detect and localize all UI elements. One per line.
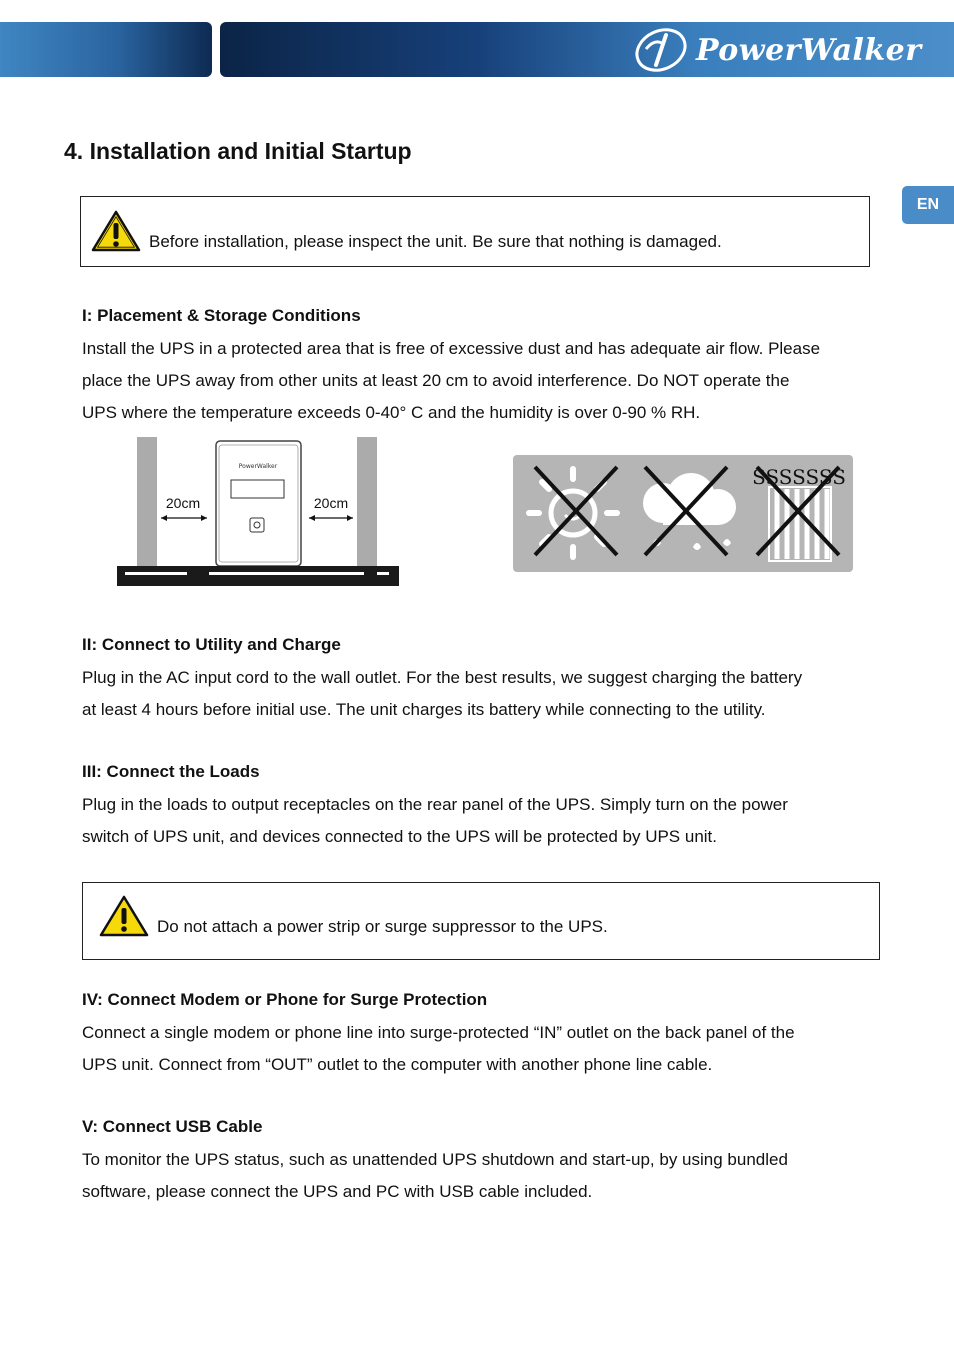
ups-power-button <box>250 518 264 532</box>
brand-logo <box>632 24 942 76</box>
ups-display <box>231 480 284 498</box>
section-body-placement <box>82 333 887 429</box>
section-body-loads <box>82 789 887 853</box>
paragraph-line: To monitor the UPS status, such as unattended UPS shutdown and start-up, by using bundled <box>82 1150 788 1169</box>
prohibited-conditions-figure <box>513 455 853 572</box>
section-body-usb <box>82 1144 887 1208</box>
right-clearance-label: 20cm <box>313 495 349 511</box>
powerwalker-logo-icon <box>632 27 690 73</box>
paragraph-line: Plug in the loads to output receptacles on the rear panel of the UPS. Simply turn on the power <box>82 795 788 814</box>
page-title: 4. Installation and Initial Startup <box>64 138 412 164</box>
section-heading-placement: I: Placement & Storage Conditions <box>82 306 361 325</box>
svg-text:SSSSSSS: SSSSSSS <box>752 465 846 489</box>
paragraph-line: Connect a single modem or phone line into surge-protected “IN” outlet on the back panel of the <box>82 1023 795 1042</box>
paragraph-line: UPS unit. Connect from “OUT” outlet to the computer with another phone line cable. <box>82 1055 713 1074</box>
ups-unit <box>216 441 301 566</box>
warning-box-inspect <box>80 196 870 267</box>
paragraph-line: place the UPS away from other units at least 20 cm to avoid interference. Do NOT operate the <box>82 371 790 390</box>
warning-icon <box>91 210 141 252</box>
section-heading-modem: IV: Connect Modem or Phone for Surge Protection <box>82 990 488 1009</box>
section-heading-loads: III: Connect the Loads <box>82 762 260 781</box>
paragraph-line: UPS where the temperature exceeds 0-40° C and the humidity is over 0-90 % RH. <box>82 403 701 422</box>
paragraph-line: switch of UPS unit, and devices connected to the UPS will be protected by UPS unit. <box>82 827 718 846</box>
section-heading-usb: V: Connect USB Cable <box>82 1117 263 1136</box>
section-body-modem <box>82 1017 887 1081</box>
floor-base <box>117 566 399 586</box>
svg-text:PowerWalker: PowerWalker <box>238 463 278 470</box>
warning-text: Do not attach a power strip or surge suppressor to the UPS. <box>157 917 608 936</box>
section-heading-utility: II: Connect to Utility and Charge <box>82 635 341 654</box>
warning-icon <box>99 895 149 937</box>
left-clearance-label: 20cm <box>165 495 201 511</box>
clearance-diagram <box>115 436 401 588</box>
warning-box-power-strip <box>82 882 880 960</box>
paragraph-line: Plug in the AC input cord to the wall outlet. For the best results, we suggest charging the battery <box>82 668 803 687</box>
header-left-bar <box>0 22 212 77</box>
page-header <box>0 0 954 80</box>
paragraph-line: at least 4 hours before initial use. The unit charges its battery while connecting to the utility. <box>82 700 766 719</box>
paragraph-line: Install the UPS in a protected area that is free of excessive dust and has adequate air flow. Please <box>82 339 821 358</box>
brand-name: PowerWalker <box>696 32 922 68</box>
language-tab-en[interactable]: EN <box>902 186 954 224</box>
left-wall <box>137 437 157 568</box>
section-body-utility <box>82 662 887 726</box>
right-wall <box>357 437 377 568</box>
paragraph-line: software, please connect the UPS and PC with USB cable included. <box>82 1182 593 1201</box>
warning-text: Before installation, please inspect the unit. Be sure that nothing is damaged. <box>149 232 722 251</box>
